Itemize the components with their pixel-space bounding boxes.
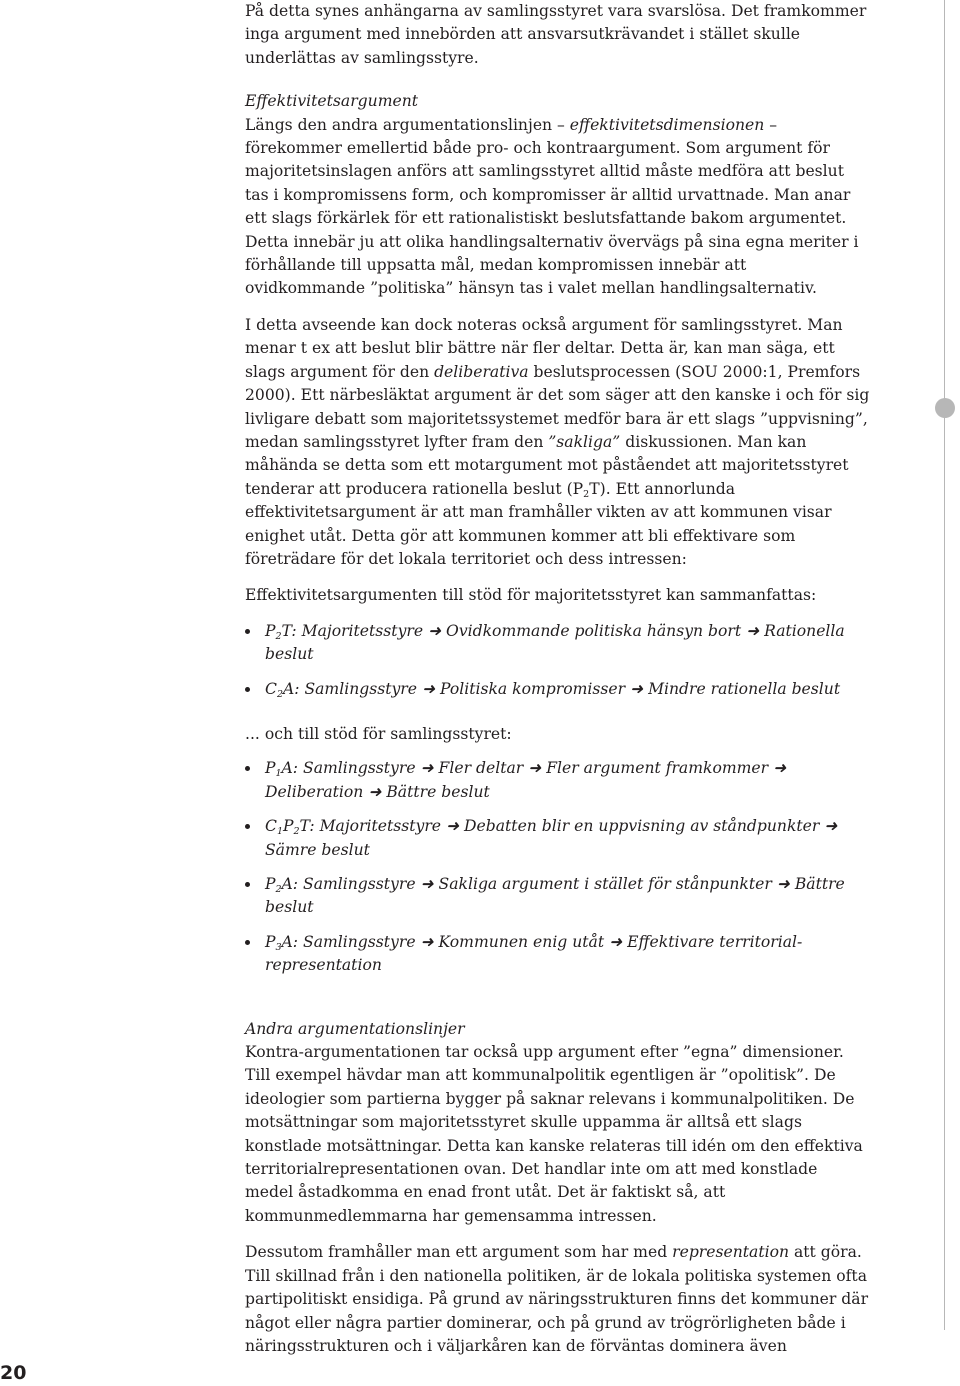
argument-code-subscript: 1 xyxy=(276,826,283,838)
argument-code-subscript: 2 xyxy=(293,826,300,838)
argument-code: P xyxy=(265,621,276,640)
argument-item xyxy=(245,931,870,978)
argument-step: Kommunen enig utåt xyxy=(438,932,605,951)
arrow-right-icon: ➜ xyxy=(768,759,787,778)
argument-code: P xyxy=(265,875,276,893)
argument-step: Bättre beslut xyxy=(386,782,490,801)
argument-step: Ovidkommande politiska hänsyn bort xyxy=(446,621,742,640)
argument-item xyxy=(245,678,870,701)
argument-step: Fler deltar xyxy=(438,759,524,778)
arrow-right-icon: ➜ xyxy=(415,759,439,778)
arrow-right-icon: ➜ xyxy=(523,759,547,778)
argument-label: A: Samlingsstyre xyxy=(282,679,417,698)
arrow-right-icon: ➜ xyxy=(363,782,387,801)
argument-item xyxy=(245,873,870,920)
argument-item xyxy=(245,620,870,667)
argument-step: Sakliga argument i stället för stånpunkter xyxy=(438,875,772,893)
argument-code-subscript: 1 xyxy=(275,768,282,780)
document-body xyxy=(245,0,870,1358)
argument-step: Sämre beslut xyxy=(265,840,370,859)
argument-label: A: Samlingsstyre xyxy=(281,759,416,778)
argument-step: Debatten blir en uppvisning av ståndpunkter xyxy=(464,817,820,836)
arrow-right-icon: ➜ xyxy=(604,932,628,951)
argument-label: A: Samlingsstyre xyxy=(281,875,416,893)
argument-code-subscript: 2 xyxy=(275,630,282,642)
efficiency-paragraph-1: Längs den andra argumentationslinjen – effektivitetsdimensionen – förekommer emellertid både pro- och kontraargument. Som argument för majoritetsinslagen anförs att samlingsstyret alltid måste medföra att beslut tas i kompromissens form, och kompromisser är alltid urvattnade. Man anar ett slags förkärlek för ett rationalistiskt beslutsfattande bakom argumentet. Detta innebär ju att olika handlingsalternativ övervägs på sina egna meriter i förhållande till uppsatta mål, medan kompromissen innebär att ovidkommande ”politiska” hänsyn tas i valet mellan handlingsalternativ. xyxy=(245,115,859,298)
arrow-right-icon: ➜ xyxy=(423,621,447,640)
arrow-right-icon: ➜ xyxy=(415,932,439,951)
arrow-right-icon: ➜ xyxy=(771,875,795,893)
argument-step: Deliberation xyxy=(265,782,364,801)
argument-code: P xyxy=(265,759,276,778)
arrow-right-icon: ➜ xyxy=(819,817,838,836)
argument-item xyxy=(245,815,870,862)
argument-label: T: Majoritetsstyre xyxy=(299,817,442,836)
margin-dot-marker xyxy=(935,398,955,418)
arrow-right-icon: ➜ xyxy=(741,621,765,640)
argument-step: Politiska kompromisser xyxy=(439,679,626,698)
argument-code-subscript: 2 xyxy=(276,688,283,700)
argument-code-subscript: 2 xyxy=(275,884,282,895)
argument-list-majority xyxy=(245,620,870,701)
summary-majority-intro: Effektivitetsargumenten till stöd för majoritetsstyret kan sammanfattas: xyxy=(245,586,817,605)
margin-rule xyxy=(944,0,945,1330)
other-lines-paragraph-1: Kontra-argumentationen tar också upp argument efter ”egna” dimensioner. Till exempel hävdar man att kommunalpolitik egentligen är ”opolitisk”. De ideologier som partierna bygger på saknar relevans i kommunalpolitiken. De motsättningar som majoritetsstyret skulle uppamma är alltså ett slags konstlade motsättningar. Detta kan kanske relateras till idén om den effektiva territorialrepresentationen ovan. Det handlar inte om att med konstlade medel åstadkomma en enad front utåt. Det är faktiskt så, att kommunmedlemmarna har gemensamma intressen. xyxy=(245,1043,863,1225)
argument-code: P xyxy=(265,932,276,951)
argument-step: Rationella beslut xyxy=(265,621,845,664)
argument-code: C xyxy=(265,817,277,836)
intro-paragraph: På detta synes anhängarna av samlingsstyret vara svarslösa. Det framkommer inga argument med innebörden att ansvarsutkrävandet i stället skulle underlättas av samlingsstyre. xyxy=(245,2,867,67)
section-heading-andra: Andra argumentationslinjer xyxy=(245,1019,465,1038)
arrow-right-icon: ➜ xyxy=(441,817,465,836)
other-lines-paragraph-2: Dessutom framhåller man ett argument som har med representation att göra. Till skillnad från i den nationella politiken, är de lokala politiska systemen ofta partipolitiskt ensidiga. På grund av näringsstrukturen finns det kommuner där något eller några partier dominerar, och på grund av trögrörligheten både i näringsstrukturen och i väljarkåren kan de förväntas dominera även xyxy=(245,1243,869,1355)
summary-collective-intro: ... och till stöd för samlingsstyret: xyxy=(245,724,512,743)
arrow-right-icon: ➜ xyxy=(417,679,440,698)
argument-label: T: Majoritetsstyre xyxy=(281,621,424,640)
argument-step: Effektivare territorial-representation xyxy=(265,932,803,975)
argument-code: C xyxy=(265,679,277,698)
arrow-right-icon: ➜ xyxy=(415,875,439,893)
argument-item xyxy=(245,757,870,804)
argument-label: A: Samlingsstyre xyxy=(281,932,416,951)
section-heading-effektivitet: Effektivitetsargument xyxy=(245,92,419,111)
efficiency-paragraph-2: I detta avseende kan dock noteras också argument för samlingsstyret. Man menar t ex att beslut blir bättre när fler deltar. Detta är, kan man säga, ett slags argument för den deliberativa beslutsprocessen (SOU 2000:1, Premfors 2000). Ett närbesläktat argument är det som säger att den kanske i och för sig livligare debatt som majoritetssystemet medför bara är ett slags ”uppvisning”, medan samlingsstyret lyfter fram den ”sakliga” diskussionen. Man kan måhända se detta som ett motargument mot påståendet att majoritetsstyret tenderar att producera rationella beslut $(P_2T)$. Ett annorlunda effektivitetsargument är att man framhåller vikten av att kommunen visar enighet utåt. Detta gör att kommunen kommer att bli effektivare som företrädare för det lokala territoriet och dess intressen: xyxy=(245,315,870,568)
arrow-right-icon: ➜ xyxy=(625,679,649,698)
argument-step: Bättre beslut xyxy=(265,875,845,917)
page-number: 20 xyxy=(0,1362,27,1384)
argument-code: P xyxy=(282,817,294,836)
argument-list-collective xyxy=(245,757,870,977)
argument-step: Mindre rationella beslut xyxy=(648,679,841,698)
argument-step: Fler argument framkommer xyxy=(546,759,769,778)
argument-code-subscript: 3 xyxy=(275,941,282,953)
